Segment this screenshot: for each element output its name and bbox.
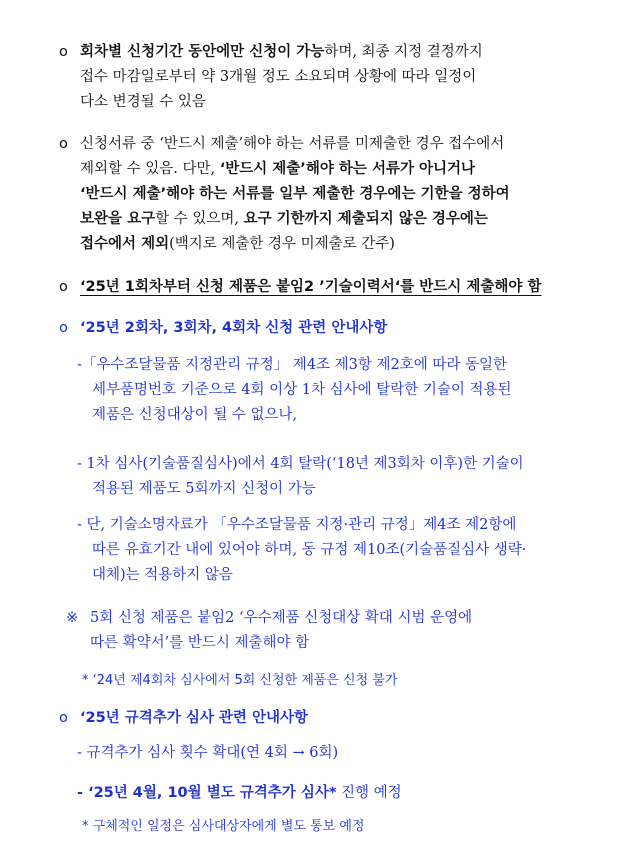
text-line: -「우수조달물품 지정관리 규정」 제4조 제3항 제2호에 따라 동일한 — [77, 357, 508, 373]
text: 제외할 수 있음. 다만, — [80, 161, 220, 177]
reference-mark: ※ — [66, 610, 79, 626]
text: (백지로 제출한 경우 미제출로 간주) — [169, 236, 395, 252]
text-line: 제품은 신청대상이 될 수 없으나, — [92, 407, 298, 423]
text-line: * ‘24년 제4회차 심사에서 5회 신청한 제품은 신청 불가 — [82, 673, 398, 688]
paragraph-application-period — [0, 40, 641, 115]
detail-fail-rule — [0, 353, 641, 428]
text-bold: 요구 기한까지 제출되지 않은 경우에는 — [243, 211, 488, 227]
text-bold: - ‘25년 4월, 10월 별도 규격추가 심사* — [77, 785, 337, 801]
text: 신청서류 중 ‘반드시 제출’해야 하는 서류를 미제출한 경우 접수에서 — [80, 136, 505, 152]
text-bold: 회차별 신청기간 동안에만 신청이 가능 — [80, 44, 325, 60]
section-title: ‘25년 규격추가 심사 관련 안내사항 — [80, 710, 308, 726]
bullet: o — [59, 320, 68, 336]
text-line: 다소 변경될 수 있음 — [80, 94, 206, 110]
text-line: * 구체적인 일정은 심사대상자에게 별도 통보 예정 — [82, 819, 365, 834]
bullet: o — [59, 710, 68, 726]
text-line: 접수 마감일로부터 약 3개월 정도 소요되며 상황에 따라 일정이 — [80, 69, 477, 85]
text: 진행 예정 — [336, 785, 402, 801]
text: 5회 신청 제품은 붙임2 ‘우수제품 신청대상 확대 시범 운영에 — [90, 610, 473, 626]
bullet: o — [59, 279, 68, 295]
text-bold: 보완을 요구 — [80, 211, 156, 227]
text-bold: 접수에서 제외 — [80, 236, 170, 252]
section-spec-addition — [0, 706, 641, 731]
text: 할 수 있으며, — [155, 211, 244, 227]
detail-fifth-application — [0, 452, 641, 502]
text: 하며, 최종 지정 결정까지 — [324, 44, 483, 60]
text-line: 따른 유효기간 내에 있어야 하며, 동 규정 제10조(기술품질심사 생략· — [92, 542, 527, 558]
note-pledge — [0, 606, 641, 656]
text-line: 적용된 제품도 5회까지 신청이 가능 — [92, 481, 316, 497]
detail-validity-period — [0, 513, 641, 588]
paragraph-tech-history — [0, 275, 641, 300]
text-bold-underlined: ‘25년 1회차부터 신청 제품은 붙임2 ’기술이력서‘를 반드시 제출해야 함 — [80, 279, 542, 295]
bullet: o — [59, 136, 68, 152]
text-bold: ‘반드시 제출’해야 하는 서류가 아니거나 — [219, 161, 476, 177]
section-round-guidance — [0, 316, 641, 341]
detail-review-count — [0, 741, 641, 766]
footnote-schedule — [0, 814, 641, 839]
section-title: ‘25년 2회차, 3회차, 4회차 신청 관련 안내사항 — [80, 320, 388, 336]
footnote-not-eligible — [0, 668, 641, 693]
text-line-bold: ‘반드시 제출’해야 하는 서류를 일부 제출한 경우에는 기한을 정하여 — [80, 186, 510, 202]
detail-separate-review — [0, 781, 641, 806]
text-line: 따른 확약서’를 반드시 제출해야 함 — [90, 635, 310, 651]
bullet: o — [59, 44, 68, 60]
text-line: - 1차 심사(기술품질심사)에서 4회 탈락(‘18년 제3회차 이후)한 기술이 — [77, 456, 524, 472]
text-line: 세부품명번호 기준으로 4회 이상 1차 심사에 탈락한 기술이 적용된 — [92, 382, 512, 398]
text-line: - 단, 기술소명자료가 「우수조달물품 지정·관리 규정」제4조 제2항에 — [77, 517, 517, 533]
text-line: 대체)는 적용하지 않음 — [92, 567, 233, 583]
paragraph-required-documents — [0, 132, 641, 257]
text-line: - 규격추가 심사 횟수 확대(연 4회 → 6회) — [77, 745, 339, 761]
